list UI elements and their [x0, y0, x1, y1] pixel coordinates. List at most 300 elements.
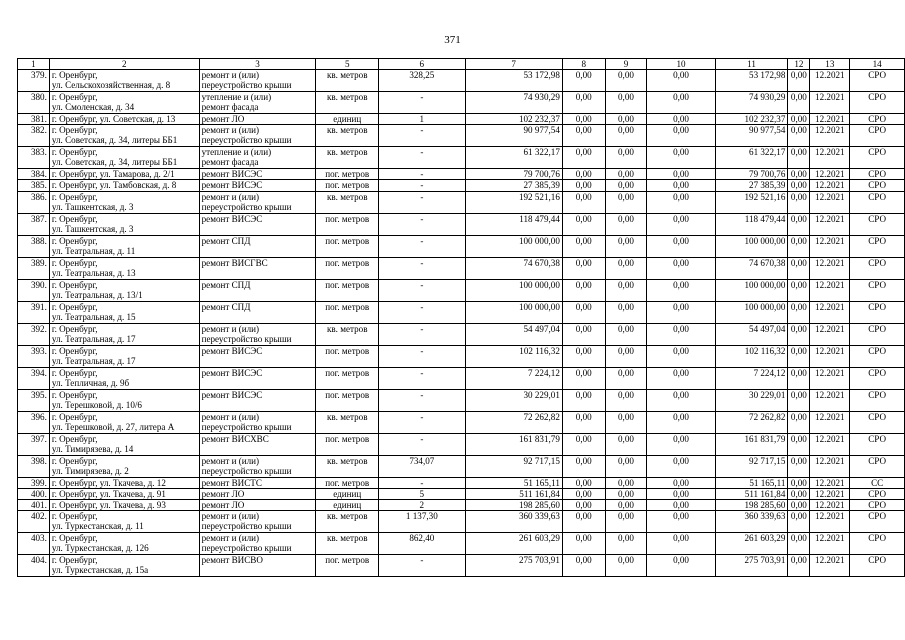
work-type-cell — [199, 70, 316, 92]
fund-col12-cell: 0,00 — [788, 500, 810, 511]
address-line: г. Оренбург, — [51, 511, 98, 522]
fund-col11-cell: 92 717,15 — [715, 455, 788, 477]
work-type-cell — [199, 411, 316, 433]
completion-date-cell: 12.2021 — [810, 433, 850, 455]
address-line: г. Оренбург, ул. Тамбовская, д. 8 — [51, 180, 177, 191]
address-cell — [49, 125, 199, 147]
address-line: г. Оренбург, ул. Тамарова, д. 2/1 — [51, 169, 175, 180]
address-line: г. Оренбург, — [51, 455, 98, 466]
funding-source-cell: СРО — [850, 511, 905, 533]
column-header: 12 — [788, 59, 810, 70]
fund-col9-cell: 0,00 — [605, 191, 647, 213]
fund-col11-cell: 74 930,29 — [715, 92, 788, 114]
fund-col12-cell: 0,00 — [788, 511, 810, 533]
fund-col11-cell: 7 224,12 — [715, 367, 788, 389]
work-type-cell — [199, 301, 316, 323]
work-type-line: ремонт ВИСЭС — [201, 367, 263, 378]
fund-col12-cell: 0,00 — [788, 323, 810, 345]
funding-source-cell: СРО — [850, 114, 905, 125]
unit-cell: кв. метров — [316, 92, 379, 114]
address-cell — [49, 433, 199, 455]
address-cell — [49, 213, 199, 235]
fund-col12-cell: 0,00 — [788, 455, 810, 477]
address-cell — [49, 477, 199, 488]
address-line: г. Оренбург, — [51, 92, 98, 102]
address-line: ул. Смоленская, д. 34 — [51, 102, 135, 113]
fund-col11-cell: 275 703,91 — [715, 555, 788, 577]
fund-col10-cell: 0,00 — [647, 169, 715, 180]
fund-col9-cell: 0,00 — [605, 301, 647, 323]
row-number-cell: 385. — [18, 180, 50, 191]
fund-col10-cell: 0,00 — [647, 433, 715, 455]
row-number-cell: 388. — [18, 235, 50, 257]
table-row — [18, 114, 905, 125]
work-type-cell — [199, 169, 316, 180]
quantity-cell: - — [379, 235, 465, 257]
work-type-cell — [199, 114, 316, 125]
completion-date-cell: 12.2021 — [810, 533, 850, 555]
table-row — [18, 301, 905, 323]
work-type-line: ремонт ВИСВО — [201, 555, 263, 566]
row-number-cell: 382. — [18, 125, 50, 147]
quantity-cell: - — [379, 169, 465, 180]
address-cell — [49, 488, 199, 499]
unit-cell: пог. метров — [316, 213, 379, 235]
total-cost-cell: 30 229,01 — [465, 389, 562, 411]
row-number-cell: 380. — [18, 92, 50, 114]
work-type-line: ремонт и (или) — [201, 70, 260, 80]
work-type-line: ремонт ВИСЭС — [201, 389, 263, 400]
fund-col12-cell: 0,00 — [788, 533, 810, 555]
fund-col9-cell: 0,00 — [605, 279, 647, 301]
fund-col11-cell: 102 116,32 — [715, 345, 788, 367]
fund-col9-cell: 0,00 — [605, 169, 647, 180]
work-type-line: ремонт ВИСХВС — [201, 433, 269, 444]
address-line: г. Оренбург, ул. Ткачева, д. 12 — [51, 477, 166, 488]
fund-col12-cell: 0,00 — [788, 114, 810, 125]
fund-col9-cell: 0,00 — [605, 323, 647, 345]
address-cell — [49, 367, 199, 389]
funding-source-cell: СРО — [850, 257, 905, 279]
row-number-cell: 403. — [18, 533, 50, 555]
column-header: 3 — [199, 59, 316, 70]
unit-cell: единиц — [316, 500, 379, 511]
fund-col9-cell: 0,00 — [605, 488, 647, 499]
address-line: ул. Театральная, д. 11 — [51, 245, 136, 256]
fund-col8-cell: 0,00 — [562, 301, 605, 323]
address-line: г. Оренбург, — [51, 235, 98, 246]
total-cost-cell: 360 339,63 — [465, 511, 562, 533]
fund-col9-cell: 0,00 — [605, 235, 647, 257]
fund-col9-cell: 0,00 — [605, 147, 647, 169]
address-line: г. Оренбург, ул. Ткачева, д. 93 — [51, 500, 166, 511]
address-line: ул. Ташкентская, д. 3 — [51, 223, 134, 234]
fund-col10-cell: 0,00 — [647, 147, 715, 169]
fund-col11-cell: 100 000,00 — [715, 279, 788, 301]
address-line: г. Оренбург, — [51, 533, 98, 544]
table-row — [18, 323, 905, 345]
fund-col8-cell: 0,00 — [562, 345, 605, 367]
quantity-cell: - — [379, 323, 465, 345]
quantity-cell: - — [379, 191, 465, 213]
fund-col8-cell: 0,00 — [562, 180, 605, 191]
row-number-cell: 390. — [18, 279, 50, 301]
completion-date-cell: 12.2021 — [810, 511, 850, 533]
fund-col11-cell: 72 262,82 — [715, 411, 788, 433]
address-line: г. Оренбург, — [51, 345, 98, 356]
fund-col11-cell: 192 521,16 — [715, 191, 788, 213]
fund-col9-cell: 0,00 — [605, 213, 647, 235]
address-line: ул. Советская, д. 34, литеры ББ1 — [51, 135, 178, 146]
address-line: г. Оренбург, — [51, 125, 98, 136]
quantity-cell: 328,25 — [379, 70, 465, 92]
fund-col11-cell: 198 285,60 — [715, 500, 788, 511]
table-row — [18, 555, 905, 577]
total-cost-cell: 7 224,12 — [465, 367, 562, 389]
total-cost-cell: 74 930,29 — [465, 92, 562, 114]
address-cell — [49, 235, 199, 257]
funding-source-cell: СРО — [850, 533, 905, 555]
address-cell — [49, 345, 199, 367]
address-cell — [49, 279, 199, 301]
funding-source-cell: СРО — [850, 500, 905, 511]
row-number-cell: 389. — [18, 257, 50, 279]
address-line: ул. Ташкентская, д. 3 — [51, 201, 134, 212]
address-line: г. Оренбург, ул. Советская, д. 13 — [51, 114, 176, 124]
fund-col11-cell: 100 000,00 — [715, 301, 788, 323]
fund-col9-cell: 0,00 — [605, 511, 647, 533]
table-row — [18, 147, 905, 169]
address-line: г. Оренбург, — [51, 70, 98, 80]
completion-date-cell: 12.2021 — [810, 455, 850, 477]
fund-col11-cell: 27 385,39 — [715, 180, 788, 191]
address-cell — [49, 169, 199, 180]
fund-col11-cell: 100 000,00 — [715, 235, 788, 257]
quantity-cell: 2 — [379, 500, 465, 511]
completion-date-cell: 12.2021 — [810, 500, 850, 511]
funding-source-cell: СРО — [850, 301, 905, 323]
completion-date-cell: 12.2021 — [810, 180, 850, 191]
address-line: г. Оренбург, — [51, 433, 98, 444]
row-number-cell: 399. — [18, 477, 50, 488]
fund-col9-cell: 0,00 — [605, 411, 647, 433]
table-row — [18, 92, 905, 114]
work-type-cell — [199, 92, 316, 114]
quantity-cell: - — [379, 147, 465, 169]
total-cost-cell: 275 703,91 — [465, 555, 562, 577]
fund-col12-cell: 0,00 — [788, 125, 810, 147]
unit-cell: кв. метров — [316, 533, 379, 555]
column-header: 7 — [465, 59, 562, 70]
total-cost-cell: 53 172,98 — [465, 70, 562, 92]
fund-col8-cell: 0,00 — [562, 147, 605, 169]
work-type-cell — [199, 213, 316, 235]
address-cell — [49, 323, 199, 345]
table-row — [18, 125, 905, 147]
total-cost-cell: 51 165,11 — [465, 477, 562, 488]
quantity-cell: - — [379, 180, 465, 191]
address-line: ул. Терешковой, д. 27, литера А — [51, 421, 175, 432]
table-row — [18, 257, 905, 279]
unit-cell: кв. метров — [316, 511, 379, 533]
page-number: 371 — [444, 34, 461, 46]
work-type-cell — [199, 345, 316, 367]
row-number-cell: 396. — [18, 411, 50, 433]
fund-col10-cell: 0,00 — [647, 345, 715, 367]
work-type-cell — [199, 257, 316, 279]
total-cost-cell: 102 232,37 — [465, 114, 562, 125]
fund-col12-cell: 0,00 — [788, 213, 810, 235]
fund-col9-cell: 0,00 — [605, 455, 647, 477]
work-type-line: переустройство крыши — [201, 465, 292, 476]
completion-date-cell: 12.2021 — [810, 70, 850, 92]
unit-cell: пог. метров — [316, 257, 379, 279]
fund-col12-cell: 0,00 — [788, 70, 810, 92]
fund-col11-cell: 90 977,54 — [715, 125, 788, 147]
fund-col8-cell: 0,00 — [562, 323, 605, 345]
fund-col11-cell: 51 165,11 — [715, 477, 788, 488]
address-line: ул. Театральная, д. 13 — [51, 267, 136, 278]
total-cost-cell: 90 977,54 — [465, 125, 562, 147]
address-line: г. Оренбург, — [51, 411, 98, 422]
total-cost-cell: 261 603,29 — [465, 533, 562, 555]
work-type-cell — [199, 389, 316, 411]
work-type-line: переустройство крыши — [201, 80, 292, 91]
fund-col12-cell: 0,00 — [788, 257, 810, 279]
fund-col8-cell: 0,00 — [562, 92, 605, 114]
completion-date-cell: 12.2021 — [810, 169, 850, 180]
table-row — [18, 279, 905, 301]
column-header: 6 — [379, 59, 465, 70]
funding-source-cell: СРО — [850, 147, 905, 169]
total-cost-cell: 118 479,44 — [465, 213, 562, 235]
address-cell — [49, 555, 199, 577]
quantity-cell: - — [379, 279, 465, 301]
fund-col9-cell: 0,00 — [605, 367, 647, 389]
fund-col8-cell: 0,00 — [562, 488, 605, 499]
fund-col8-cell: 0,00 — [562, 511, 605, 533]
table-row — [18, 455, 905, 477]
unit-cell: кв. метров — [316, 191, 379, 213]
fund-col11-cell: 161 831,79 — [715, 433, 788, 455]
address-line: г. Оренбург, — [51, 555, 98, 566]
column-header: 1 — [18, 59, 50, 70]
funding-source-cell: СРО — [850, 323, 905, 345]
funding-source-cell: СРО — [850, 180, 905, 191]
quantity-cell: 1 137,30 — [379, 511, 465, 533]
row-number-cell: 404. — [18, 555, 50, 577]
total-cost-cell: 79 700,76 — [465, 169, 562, 180]
funding-source-cell: СРО — [850, 279, 905, 301]
table-row — [18, 180, 905, 191]
address-line: г. Оренбург, — [51, 191, 98, 202]
funding-source-cell: СРО — [850, 345, 905, 367]
address-line: г. Оренбург, — [51, 323, 98, 334]
work-type-line: переустройство крыши — [201, 333, 292, 344]
funding-source-cell: СРО — [850, 433, 905, 455]
quantity-cell: - — [379, 411, 465, 433]
column-header: 13 — [810, 59, 850, 70]
completion-date-cell: 12.2021 — [810, 345, 850, 367]
address-cell — [49, 533, 199, 555]
total-cost-cell: 61 322,17 — [465, 147, 562, 169]
fund-col10-cell: 0,00 — [647, 533, 715, 555]
fund-col10-cell: 0,00 — [647, 235, 715, 257]
address-line: г. Оренбург, — [51, 279, 98, 290]
quantity-cell: - — [379, 345, 465, 367]
quantity-cell: - — [379, 367, 465, 389]
funding-source-cell: СРО — [850, 92, 905, 114]
work-type-line: ремонт и (или) — [201, 191, 260, 202]
fund-col9-cell: 0,00 — [605, 389, 647, 411]
fund-col9-cell: 0,00 — [605, 555, 647, 577]
fund-col10-cell: 0,00 — [647, 180, 715, 191]
fund-col12-cell: 0,00 — [788, 92, 810, 114]
fund-col11-cell: 61 322,17 — [715, 147, 788, 169]
work-type-cell — [199, 533, 316, 555]
funding-source-cell: СРО — [850, 125, 905, 147]
work-type-line: ремонт СПД — [201, 279, 251, 290]
total-cost-cell: 92 717,15 — [465, 455, 562, 477]
fund-col8-cell: 0,00 — [562, 411, 605, 433]
fund-col8-cell: 0,00 — [562, 213, 605, 235]
address-line: г. Оренбург, — [51, 389, 98, 400]
total-cost-cell: 100 000,00 — [465, 235, 562, 257]
column-header: 8 — [562, 59, 605, 70]
funding-source-cell: СРО — [850, 488, 905, 499]
total-cost-cell: 102 116,32 — [465, 345, 562, 367]
work-type-line: ремонт ВИСГВС — [201, 257, 268, 268]
fund-col9-cell: 0,00 — [605, 257, 647, 279]
unit-cell: кв. метров — [316, 411, 379, 433]
address-line: ул. Сельскохозяйственная, д. 8 — [51, 80, 171, 91]
work-type-cell — [199, 488, 316, 499]
fund-col12-cell: 0,00 — [788, 389, 810, 411]
fund-col12-cell: 0,00 — [788, 345, 810, 367]
quantity-cell: - — [379, 477, 465, 488]
work-type-line: переустройство крыши — [201, 543, 292, 554]
fund-col8-cell: 0,00 — [562, 191, 605, 213]
fund-col12-cell: 0,00 — [788, 169, 810, 180]
work-type-line: утепление и (или) — [201, 92, 272, 102]
quantity-cell: 734,07 — [379, 455, 465, 477]
funding-source-cell: СРО — [850, 213, 905, 235]
work-type-line: ремонт ВИСЭС — [201, 213, 263, 224]
fund-col9-cell: 0,00 — [605, 500, 647, 511]
completion-date-cell: 12.2021 — [810, 147, 850, 169]
table-row — [18, 213, 905, 235]
fund-col12-cell: 0,00 — [788, 279, 810, 301]
completion-date-cell: 12.2021 — [810, 411, 850, 433]
address-line: ул. Туркестанская, д. 11 — [51, 521, 144, 532]
row-number-cell: 397. — [18, 433, 50, 455]
fund-col12-cell: 0,00 — [788, 301, 810, 323]
funding-source-cell: СРО — [850, 389, 905, 411]
fund-col9-cell: 0,00 — [605, 180, 647, 191]
address-cell — [49, 70, 199, 92]
table-row — [18, 500, 905, 511]
address-line: ул. Советская, д. 34, литеры ББ1 — [51, 157, 178, 168]
fund-col12-cell: 0,00 — [788, 367, 810, 389]
column-header: 14 — [850, 59, 905, 70]
fund-col10-cell: 0,00 — [647, 92, 715, 114]
fund-col8-cell: 0,00 — [562, 70, 605, 92]
fund-col12-cell: 0,00 — [788, 477, 810, 488]
row-number-cell: 386. — [18, 191, 50, 213]
fund-col10-cell: 0,00 — [647, 70, 715, 92]
fund-col9-cell: 0,00 — [605, 533, 647, 555]
total-cost-cell: 54 497,04 — [465, 323, 562, 345]
unit-cell: пог. метров — [316, 180, 379, 191]
address-line: ул. Театральная, д. 13/1 — [51, 289, 143, 300]
work-type-cell — [199, 235, 316, 257]
work-type-line: ремонт и (или) — [201, 511, 260, 522]
fund-col10-cell: 0,00 — [647, 455, 715, 477]
work-type-line: переустройство крыши — [201, 521, 292, 532]
table-row — [18, 511, 905, 533]
fund-col8-cell: 0,00 — [562, 235, 605, 257]
column-number-header-row — [18, 59, 905, 70]
completion-date-cell: 12.2021 — [810, 367, 850, 389]
quantity-cell: - — [379, 555, 465, 577]
fund-col10-cell: 0,00 — [647, 555, 715, 577]
address-line: ул. Театральная, д. 17 — [51, 355, 136, 366]
unit-cell: кв. метров — [316, 455, 379, 477]
repair-program-table — [17, 58, 905, 577]
funding-source-cell: СРО — [850, 191, 905, 213]
fund-col8-cell: 0,00 — [562, 169, 605, 180]
fund-col10-cell: 0,00 — [647, 125, 715, 147]
quantity-cell: - — [379, 92, 465, 114]
fund-col10-cell: 0,00 — [647, 213, 715, 235]
column-header: 9 — [605, 59, 647, 70]
completion-date-cell: 12.2021 — [810, 477, 850, 488]
address-cell — [49, 511, 199, 533]
fund-col12-cell: 0,00 — [788, 555, 810, 577]
address-cell — [49, 500, 199, 511]
address-line: г. Оренбург, — [51, 213, 98, 224]
work-type-line: ремонт фасада — [201, 157, 259, 168]
address-line: ул. Туркестанская, д. 126 — [51, 543, 149, 554]
unit-cell: кв. метров — [316, 70, 379, 92]
fund-col8-cell: 0,00 — [562, 389, 605, 411]
fund-col10-cell: 0,00 — [647, 488, 715, 499]
address-cell — [49, 411, 199, 433]
fund-col12-cell: 0,00 — [788, 433, 810, 455]
fund-col8-cell: 0,00 — [562, 500, 605, 511]
fund-col10-cell: 0,00 — [647, 367, 715, 389]
address-line: г. Оренбург, — [51, 301, 98, 312]
fund-col12-cell: 0,00 — [788, 411, 810, 433]
table-row — [18, 533, 905, 555]
address-line: ул. Тепличная, д. 9б — [51, 377, 130, 388]
fund-col8-cell: 0,00 — [562, 533, 605, 555]
quantity-cell: - — [379, 213, 465, 235]
unit-cell: пог. метров — [316, 345, 379, 367]
work-type-cell — [199, 279, 316, 301]
completion-date-cell: 12.2021 — [810, 191, 850, 213]
total-cost-cell: 72 262,82 — [465, 411, 562, 433]
funding-source-cell: СРО — [850, 411, 905, 433]
completion-date-cell: 12.2021 — [810, 488, 850, 499]
address-cell — [49, 180, 199, 191]
quantity-cell: - — [379, 125, 465, 147]
total-cost-cell: 198 285,60 — [465, 500, 562, 511]
unit-cell: пог. метров — [316, 477, 379, 488]
row-number-cell: 381. — [18, 114, 50, 125]
quantity-cell: - — [379, 301, 465, 323]
work-type-line: утепление и (или) — [201, 147, 272, 158]
